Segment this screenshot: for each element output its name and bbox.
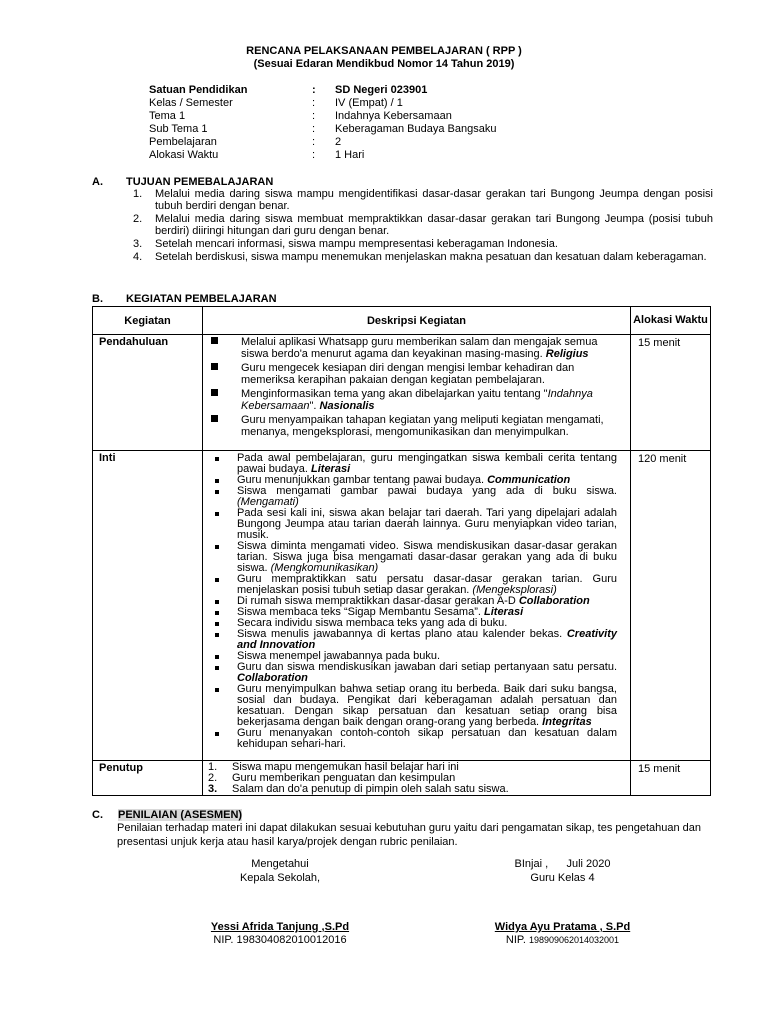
info-value: SD Negeri 023901 — [335, 84, 428, 96]
list-item — [203, 784, 630, 795]
info-row — [0, 123, 768, 136]
item-text: Siswa mapu mengemukan hasil belajar hari ini — [232, 761, 459, 773]
list-item — [203, 414, 620, 438]
item-text: Siswa membaca teks “Sigap Membantu Sesama”. — [237, 606, 484, 618]
item-number: 1. — [208, 761, 218, 773]
info-label: Kelas / Semester — [149, 97, 233, 109]
info-row — [0, 110, 768, 123]
list-item — [203, 574, 617, 596]
signatory-nip — [465, 934, 660, 946]
item-text: Setelah mencari informasi, siswa mampu mempresentasi keberagaman Indonesia. — [155, 238, 558, 250]
info-label: Alokasi Waktu — [149, 149, 219, 161]
item-text: Guru memberikan penguatan dan kesimpulan — [232, 772, 456, 784]
bullet-icon — [215, 611, 219, 615]
skill-tag: Collaboration — [237, 672, 308, 684]
step-tag: (Mengkomunikasikan) — [270, 562, 379, 574]
section-title: PENILAIAN (ASESMEN) — [118, 809, 243, 821]
info-row — [0, 149, 768, 162]
sign-line1: Mengetahui — [251, 858, 309, 870]
section-b-heading — [92, 293, 277, 305]
info-row — [0, 97, 768, 110]
section-title: KEGIATAN PEMBELAJARAN — [126, 293, 277, 305]
info-colon: : — [312, 110, 316, 122]
bullet-icon — [215, 479, 219, 483]
bullet-icon — [215, 688, 219, 692]
info-colon: : — [312, 149, 316, 161]
item-number: 3. — [133, 238, 143, 250]
item-text: Guru menanyakan contoh-contoh sikap persatuan dan kesatuan dalam kehidupan sehari-hari. — [237, 727, 617, 750]
skill-tag: Literasi — [484, 606, 524, 618]
nip-label: NIP. — [505, 934, 529, 946]
bullet-icon — [215, 622, 219, 626]
phase-penutup: Penutup — [93, 761, 203, 796]
item-text: Secara individu siswa membaca teks yang ada di buku. — [237, 617, 508, 629]
header-kegiatan: Kegiatan — [93, 307, 203, 335]
item-text: Pada sesi kali ini, siswa akan belajar tari daerah. Tari yang dipelajari adalah Bungong Jeumpa atau tarian daerah lainnya. Guru menyiapkan video tarian, musik. — [237, 507, 617, 541]
skill-tag: Creativity and Innovation — [237, 628, 617, 651]
square-bullet-icon — [211, 389, 218, 396]
section-title: TUJUAN PEMEBALAJARAN — [126, 176, 274, 188]
table-header-row — [93, 307, 711, 335]
info-row — [0, 136, 768, 149]
info-label: Satuan Pendidikan — [149, 84, 248, 96]
item-text: Guru dan siswa mendiskusikan jawaban dari setiap pertanyaan satu persatu. — [237, 661, 617, 673]
list-item — [203, 684, 617, 728]
step-tag: (Mengeksplorasi) — [472, 584, 557, 596]
section-c-heading — [92, 809, 243, 821]
list-item — [203, 336, 620, 360]
item-text: Salam dan do'a penutup di pimpin oleh salah satu siswa. — [232, 783, 509, 795]
document-subtitle: (Sesuai Edaran Mendikbud Nomor 14 Tahun 2019) — [253, 58, 515, 70]
table-row — [93, 335, 711, 451]
skill-tag: Literasi — [311, 463, 351, 475]
item-text: Di rumah siswa mempraktikkan dasar-dasar gerakan A-D — [237, 595, 519, 607]
phase-inti: Inti — [93, 451, 203, 761]
item-text: Siswa menulis jawabannya di kertas plano atau kalender bekas. — [237, 628, 567, 640]
bullet-icon — [215, 457, 219, 461]
signatory-nip: NIP. 198304082010012016 — [213, 934, 347, 946]
info-colon: : — [312, 136, 316, 148]
item-number: 4. — [133, 251, 143, 263]
section-letter: C. — [92, 809, 103, 821]
list-item — [133, 251, 713, 263]
item-text: Guru menyampaikan tahapan kegiatan yang meliputi kegiatan mengamati, menanya, mengeksplorasi, mengomunikasikan dan menyimpulkan. — [241, 414, 604, 438]
item-number: 3. — [208, 783, 218, 795]
activity-table — [92, 306, 711, 796]
nip-number: 198909062014032001 — [528, 935, 620, 945]
list-item — [203, 629, 617, 651]
info-label: Sub Tema 1 — [149, 123, 208, 135]
theme-italic: Indahnya Kebersamaan — [241, 388, 593, 412]
list-item — [203, 728, 617, 750]
info-colon: : — [312, 123, 316, 135]
sign-line2: Kepala Sekolah, — [239, 872, 321, 884]
objectives-list — [133, 188, 713, 264]
item-text: Siswa menempel jawabannya pada buku. — [237, 650, 441, 662]
item-text: Menginformasikan tema yang akan dibelajarkan yaitu tentang " — [241, 388, 548, 400]
item-text: Guru menunjukkan gambar tentang pawai budaya. — [237, 474, 488, 486]
pendahuluan-cell — [203, 335, 631, 451]
item-text: Pada awal pembelajaran, guru mengingatkan siswa kembali cerita tentang pawai budaya. — [237, 452, 617, 475]
info-label: Pembelajaran — [149, 136, 217, 148]
bullet-icon — [215, 545, 219, 549]
sign-line1: BInjai , Juli 2020 — [514, 858, 611, 870]
item-text-end: ". — [309, 400, 320, 412]
list-item — [203, 486, 617, 508]
info-value: IV (Empat) / 1 — [335, 97, 403, 109]
sign-line2: Guru Kelas 4 — [530, 872, 595, 884]
skill-tag: Collaboration — [518, 595, 590, 607]
penutup-cell — [203, 761, 631, 796]
info-colon: : — [312, 84, 316, 96]
item-number: 2. — [133, 213, 143, 225]
item-number: 1. — [133, 188, 143, 200]
character-tag: Nasionalis — [319, 400, 375, 412]
header-deskripsi: Deskripsi Kegiatan — [203, 307, 631, 335]
item-text: Siswa diminta mengamati video. Siswa mendiskusikan dasar-dasar gerakan tarian. Siswa juga bisa mengamati dasar-dasar gerakan yang ada di buku siswa. — [237, 540, 617, 574]
item-text: Guru mengecek kesiapan diri dengan mengisi lembar kehadiran dan memeriksa kerapihan pakaian dengan kegiatan pembelajaran. — [241, 362, 575, 386]
item-text: Guru menyimpulkan bahwa setiap orang itu berbeda. Baik dari suku bangsa, sosial dan budaya. Pengikat dari keberagaman adalah persatuan dan kesatuan. Dengan sikap persatuan dan kesatuan setiap orang bisa bekerjasama dengan baik dengan orang-orang yang berbeda. — [237, 683, 617, 728]
list-item — [203, 453, 617, 475]
item-text: Setelah berdiskusi, siswa mampu menemukan menjelaskan makna pesatuan dan kesatuan dalam keberagaman. — [155, 251, 707, 263]
phase-pendahuluan: Pendahuluan — [93, 335, 203, 451]
skill-tag: Integritas — [542, 716, 592, 728]
list-item — [133, 188, 713, 212]
list-item — [203, 388, 620, 412]
header-alokasi: Alokasi Waktu — [631, 307, 711, 335]
time-penutup: 15 menit — [631, 761, 711, 796]
inti-cell — [203, 451, 631, 761]
bullet-icon — [215, 490, 219, 494]
info-value: 2 — [335, 136, 342, 148]
table-row — [93, 451, 711, 761]
section-a-heading — [92, 176, 274, 188]
item-number: 2. — [208, 772, 218, 784]
square-bullet-icon — [211, 363, 218, 370]
list-item — [203, 508, 617, 541]
square-bullet-icon — [211, 415, 218, 422]
bullet-icon — [215, 600, 219, 604]
square-bullet-icon — [211, 337, 218, 344]
time-inti: 120 menit — [631, 451, 711, 761]
assessment-text: Penilaian terhadap materi ini dapat dilakukan sesuai kebutuhan guru yaitu dari pengamatan sikap, tes pengetahuan dan presentasi unjuk kerja atau hasil karya/projek dengan rubric penilaian. — [117, 822, 702, 848]
item-text: Melalui media daring siswa membuat mempraktikkan dasar-dasar gerakan tari Bungong Jeumpa (posisi tubuh berdiri) diiringi hitungan dari guru dengan benar. — [155, 213, 713, 237]
right-signature-block — [465, 858, 660, 946]
document-title: RENCANA PELAKSANAAN PEMBELAJARAN ( RPP ) — [246, 45, 522, 57]
bullet-icon — [215, 633, 219, 637]
info-label: Tema 1 — [149, 110, 186, 122]
section-letter: A. — [92, 176, 103, 188]
bullet-icon — [215, 732, 219, 736]
bullet-icon — [215, 578, 219, 582]
bullet-icon — [215, 655, 219, 659]
signatory-name: Yessi Afrida Tanjung ,S.Pd — [210, 921, 350, 933]
list-item — [133, 213, 713, 237]
info-value: 1 Hari — [335, 149, 365, 161]
item-text: Siswa mengamati gambar pawai budaya yang ada di buku siswa. — [237, 485, 617, 497]
list-item — [203, 541, 617, 574]
info-row — [0, 84, 768, 97]
table-row — [93, 761, 711, 796]
list-item — [203, 362, 620, 386]
item-text: Melalui aplikasi Whatsapp guru memberikan salam dan mengajak semua siswa berdo'a menurut agama dan keyakinan masing-masing. — [241, 336, 598, 360]
list-item — [133, 238, 713, 250]
step-tag: (Mengamati) — [237, 496, 299, 508]
character-tag: Religius — [545, 348, 589, 360]
bullet-icon — [215, 512, 219, 516]
bullet-icon — [215, 666, 219, 670]
skill-tag: Communication — [487, 474, 571, 486]
list-item — [203, 662, 617, 684]
info-value: Indahnya Kebersamaan — [335, 110, 452, 122]
info-colon: : — [312, 97, 316, 109]
time-pendahuluan: 15 menit — [631, 335, 711, 451]
item-text: Guru mempraktikkan satu persatu dasar-dasar gerakan tarian. Guru menjelaskan posisi tubuh setiap dasar gerakan. — [237, 573, 617, 596]
section-letter: B. — [92, 293, 103, 305]
info-value: Keberagaman Budaya Bangsaku — [335, 123, 497, 135]
item-text: Melalui media daring siswa mampu mengidentifikasi dasar-dasar gerakan tari Bungong Jeumpa dengan posisi tubuh berdiri dengan benar. — [155, 188, 713, 212]
left-signature-block — [190, 858, 370, 946]
signatory-name: Widya Ayu Pratama , S.Pd — [494, 921, 631, 933]
